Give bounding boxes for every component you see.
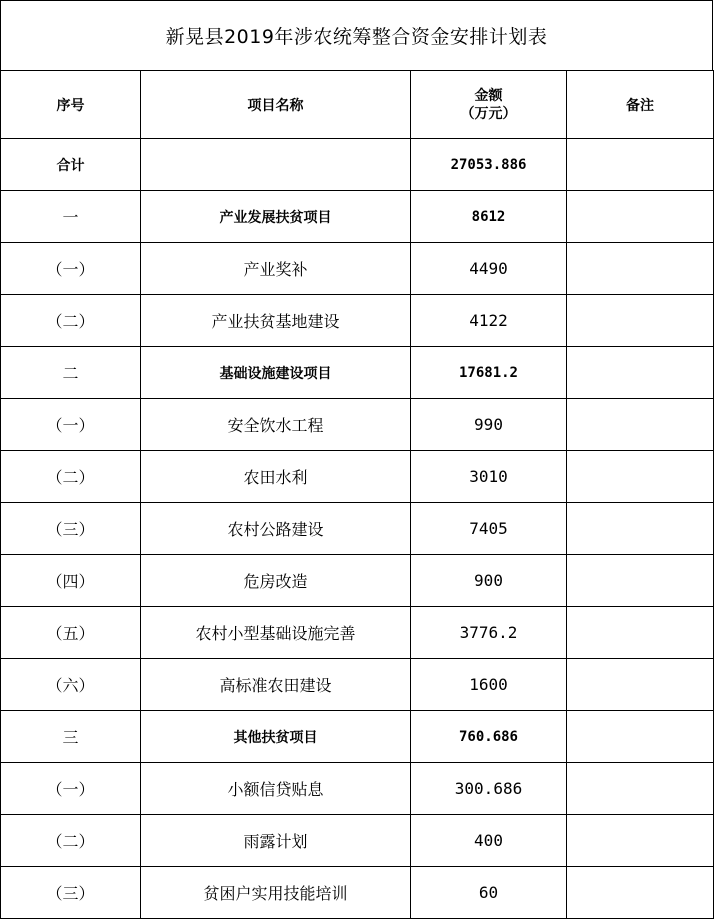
header-amount-unit: （万元） — [460, 105, 517, 122]
header-amount-line1: 金额 — [474, 87, 503, 104]
cell-note[interactable] — [567, 763, 714, 815]
table-row — [1, 139, 714, 191]
cell-seq[interactable]: （三） — [1, 503, 141, 555]
cell-note[interactable] — [567, 295, 714, 347]
cell-project-name[interactable]: 小额信贷贴息 — [141, 763, 411, 815]
table-row — [1, 659, 714, 711]
cell-note[interactable] — [567, 659, 714, 711]
cell-project-name[interactable]: 产业奖补 — [141, 243, 411, 295]
cell-amount[interactable]: 760.686 — [411, 711, 567, 763]
header-amount[interactable] — [411, 71, 567, 139]
table-row — [1, 295, 714, 347]
table-row — [1, 243, 714, 295]
cell-seq[interactable]: （六） — [1, 659, 141, 711]
cell-seq[interactable]: （一） — [1, 399, 141, 451]
cell-project-name[interactable]: 雨露计划 — [141, 815, 411, 867]
table-row — [1, 763, 714, 815]
table-row — [1, 607, 714, 659]
cell-project-name[interactable] — [141, 139, 411, 191]
table-title: 新晃县2019年涉农统筹整合资金安排计划表 — [0, 0, 713, 70]
table-row — [1, 451, 714, 503]
cell-note[interactable] — [567, 607, 714, 659]
cell-note[interactable] — [567, 191, 714, 243]
cell-seq[interactable]: （二） — [1, 451, 141, 503]
cell-note[interactable] — [567, 555, 714, 607]
cell-amount[interactable]: 8612 — [411, 191, 567, 243]
cell-amount[interactable]: 3776.2 — [411, 607, 567, 659]
cell-note[interactable] — [567, 867, 714, 919]
table-row — [1, 399, 714, 451]
cell-seq[interactable]: 三 — [1, 711, 141, 763]
cell-project-name[interactable]: 高标准农田建设 — [141, 659, 411, 711]
table-row — [1, 347, 714, 399]
cell-project-name[interactable]: 农村小型基础设施完善 — [141, 607, 411, 659]
table-row — [1, 711, 714, 763]
header-note[interactable]: 备注 — [567, 71, 714, 139]
cell-note[interactable] — [567, 815, 714, 867]
cell-note[interactable] — [567, 399, 714, 451]
cell-project-name[interactable]: 产业发展扶贫项目 — [141, 191, 411, 243]
cell-amount[interactable]: 4490 — [411, 243, 567, 295]
table-row — [1, 503, 714, 555]
cell-project-name[interactable]: 危房改造 — [141, 555, 411, 607]
cell-note[interactable] — [567, 243, 714, 295]
cell-project-name[interactable]: 农村公路建设 — [141, 503, 411, 555]
cell-seq[interactable]: （二） — [1, 295, 141, 347]
cell-project-name[interactable]: 农田水利 — [141, 451, 411, 503]
table-row — [1, 867, 714, 919]
cell-amount[interactable]: 60 — [411, 867, 567, 919]
cell-note[interactable] — [567, 711, 714, 763]
cell-note[interactable] — [567, 451, 714, 503]
header-seq[interactable]: 序号 — [1, 71, 141, 139]
fund-allocation-table — [0, 70, 714, 919]
header-row — [1, 71, 714, 139]
cell-amount[interactable]: 400 — [411, 815, 567, 867]
header-project-name[interactable]: 项目名称 — [141, 71, 411, 139]
cell-seq[interactable]: 一 — [1, 191, 141, 243]
cell-amount[interactable]: 17681.2 — [411, 347, 567, 399]
cell-seq[interactable]: （一） — [1, 763, 141, 815]
cell-amount[interactable]: 7405 — [411, 503, 567, 555]
cell-seq[interactable]: （三） — [1, 867, 141, 919]
cell-seq[interactable]: （四） — [1, 555, 141, 607]
cell-project-name[interactable]: 贫困户实用技能培训 — [141, 867, 411, 919]
table-row — [1, 815, 714, 867]
cell-amount[interactable]: 900 — [411, 555, 567, 607]
cell-project-name[interactable]: 产业扶贫基地建设 — [141, 295, 411, 347]
cell-note[interactable] — [567, 347, 714, 399]
cell-amount[interactable]: 4122 — [411, 295, 567, 347]
cell-note[interactable] — [567, 139, 714, 191]
cell-project-name[interactable]: 安全饮水工程 — [141, 399, 411, 451]
table-row — [1, 191, 714, 243]
cell-seq[interactable]: 二 — [1, 347, 141, 399]
cell-seq[interactable]: （一） — [1, 243, 141, 295]
cell-seq[interactable]: （五） — [1, 607, 141, 659]
cell-seq[interactable]: 合计 — [1, 139, 141, 191]
cell-amount[interactable]: 990 — [411, 399, 567, 451]
table-row — [1, 555, 714, 607]
cell-amount[interactable]: 300.686 — [411, 763, 567, 815]
cell-project-name[interactable]: 基础设施建设项目 — [141, 347, 411, 399]
cell-project-name[interactable]: 其他扶贫项目 — [141, 711, 411, 763]
cell-amount[interactable]: 27053.886 — [411, 139, 567, 191]
cell-amount[interactable]: 1600 — [411, 659, 567, 711]
cell-note[interactable] — [567, 503, 714, 555]
cell-amount[interactable]: 3010 — [411, 451, 567, 503]
cell-seq[interactable]: （二） — [1, 815, 141, 867]
